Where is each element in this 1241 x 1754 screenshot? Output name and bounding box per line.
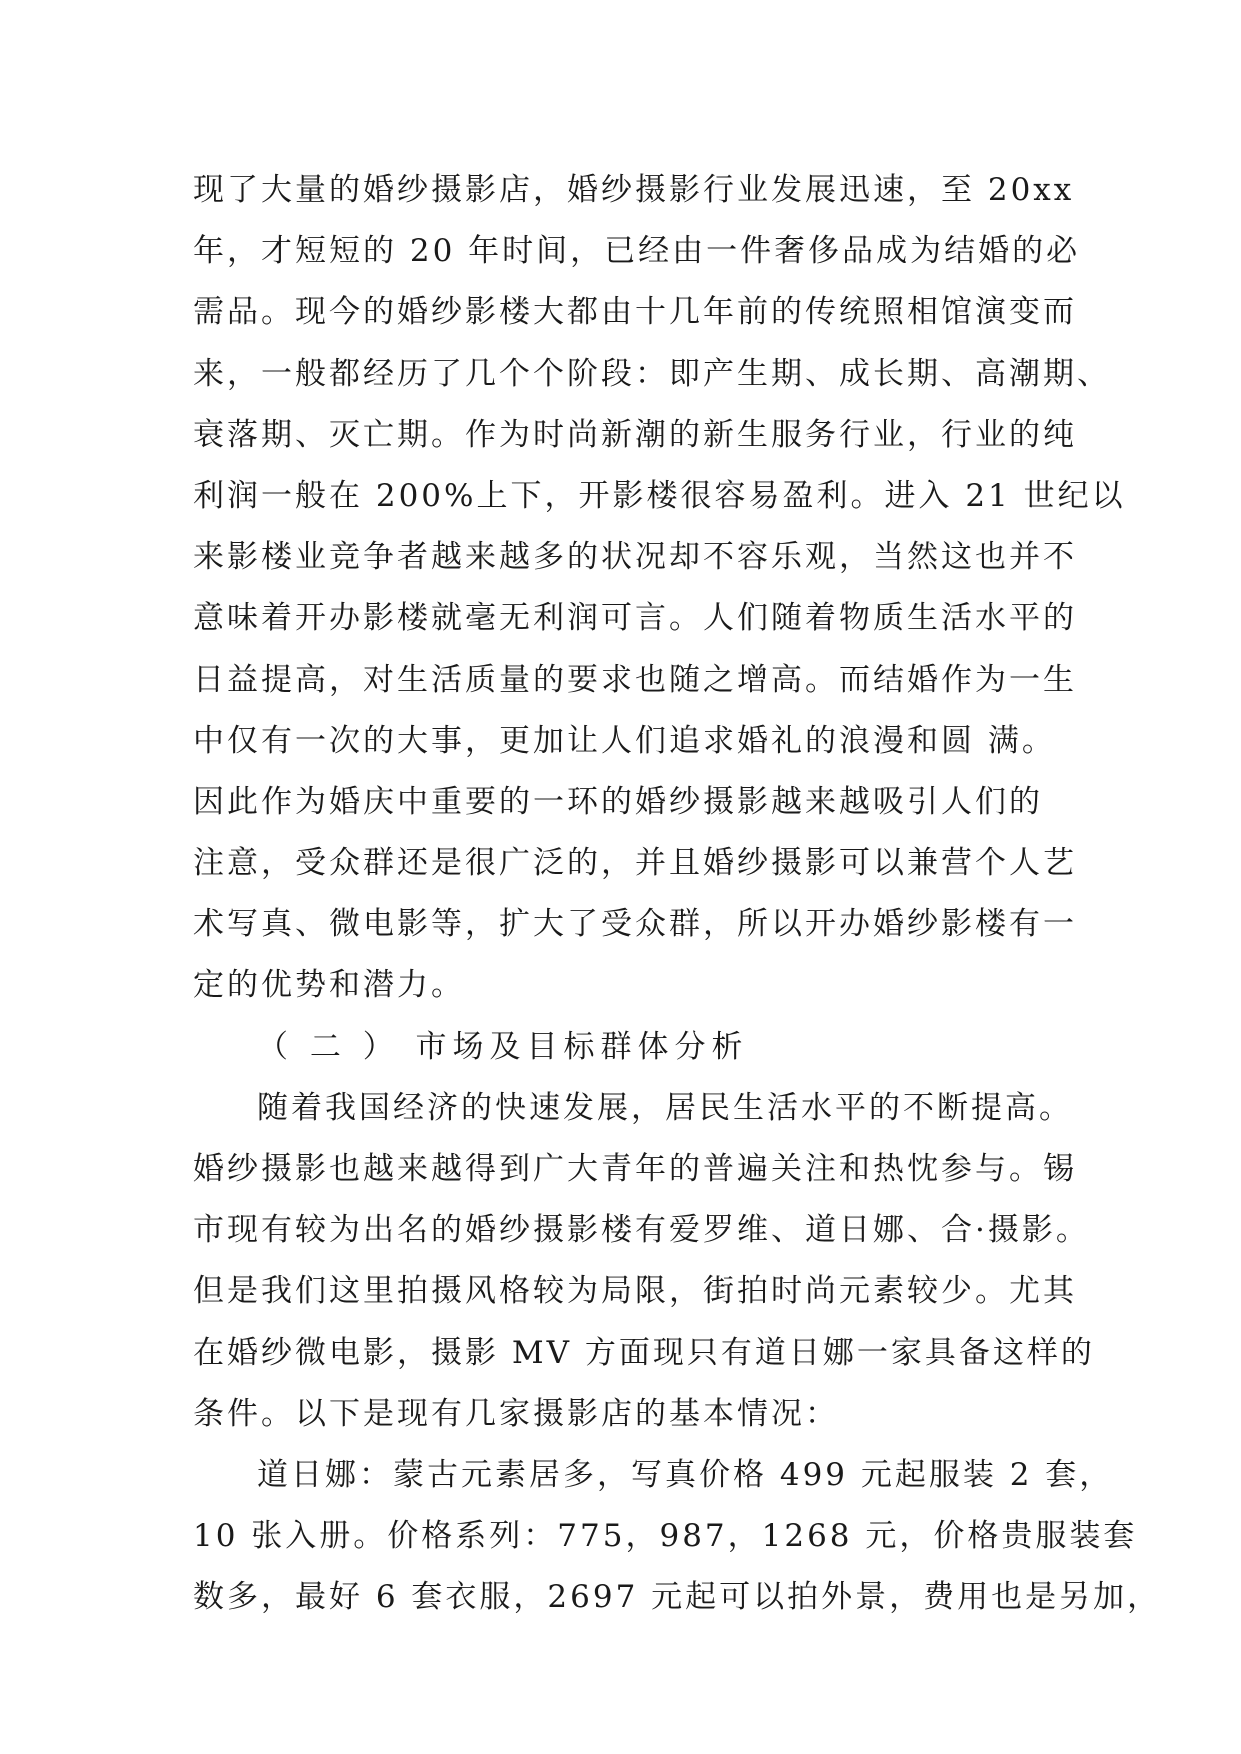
text-line: 随着我国经济的快速发展，居民生活水平的不断提高。 (257, 1089, 1073, 1126)
text-line: 但是我们这里拍摄风格较为局限，街拍时尚元素较少。尤其 (193, 1273, 1077, 1310)
text-line: 注意，受众群还是很广泛的，并且婚纱摄影可以兼营个人艺 (193, 845, 1077, 882)
text-line: 中仅有一次的大事，更加让人们追求婚礼的浪漫和圆 满。 (193, 722, 1056, 759)
text-line: 年，才短短的 20 年时间，已经由一件奢侈品成为结婚的必 (193, 233, 1081, 270)
text-line: 来，一般都经历了几个个阶段：即产生期、成长期、高潮期、 (193, 355, 1111, 392)
text-line: 10 张入册。价格系列：775，987，1268 元，价格贵服装套 (193, 1518, 1138, 1555)
text-line: 利润一般在 200%上下，开影楼很容易盈利。进入 21 世纪以 (193, 477, 1126, 514)
text-line: 道日娜：蒙古元素居多，写真价格 499 元起服装 2 套， (257, 1456, 1114, 1493)
text-line: 数多，最好 6 套衣服，2697 元起可以拍外景，费用也是另加， (193, 1579, 1162, 1616)
text-line: 需品。现今的婚纱影楼大都由十几年前的传统照相馆演变而 (193, 294, 1077, 331)
text-line: 意味着开办影楼就毫无利润可言。人们随着物质生活水平的 (193, 600, 1077, 637)
text-line: 市现有较为出名的婚纱摄影楼有爱罗维、道日娜、合·摄影。 (193, 1212, 1090, 1249)
document-body (193, 160, 1162, 1629)
section-heading: （ 二 ） 市场及目标群体分析 (257, 1028, 749, 1065)
text-line: 因此作为婚庆中重要的一环的婚纱摄影越来越吸引人们的 (193, 783, 1043, 820)
text-line: 衰落期、灭亡期。作为时尚新潮的新生服务行业，行业的纯 (193, 416, 1077, 453)
text-line: 来影楼业竞争者越来越多的状况却不容乐观，当然这也并不 (193, 539, 1077, 576)
text-line: 婚纱摄影也越来越得到广大青年的普遍关注和热忱参与。锡 (193, 1151, 1077, 1187)
text-line: 现了大量的婚纱摄影店，婚纱摄影行业发展迅速，至 20xx (193, 172, 1075, 208)
text-line: 定的优势和潜力。 (193, 967, 465, 1004)
text-line: 在婚纱微电影，摄影 MV 方面现只有道日娜一家具备这样的 (193, 1334, 1095, 1371)
text-line: 日益提高，对生活质量的要求也随之增高。而结婚作为一生 (193, 661, 1077, 698)
text-line: 术写真、微电影等，扩大了受众群，所以开办婚纱影楼有一 (193, 906, 1077, 943)
text-line: 条件。以下是现有几家摄影店的基本情况： (193, 1395, 839, 1432)
